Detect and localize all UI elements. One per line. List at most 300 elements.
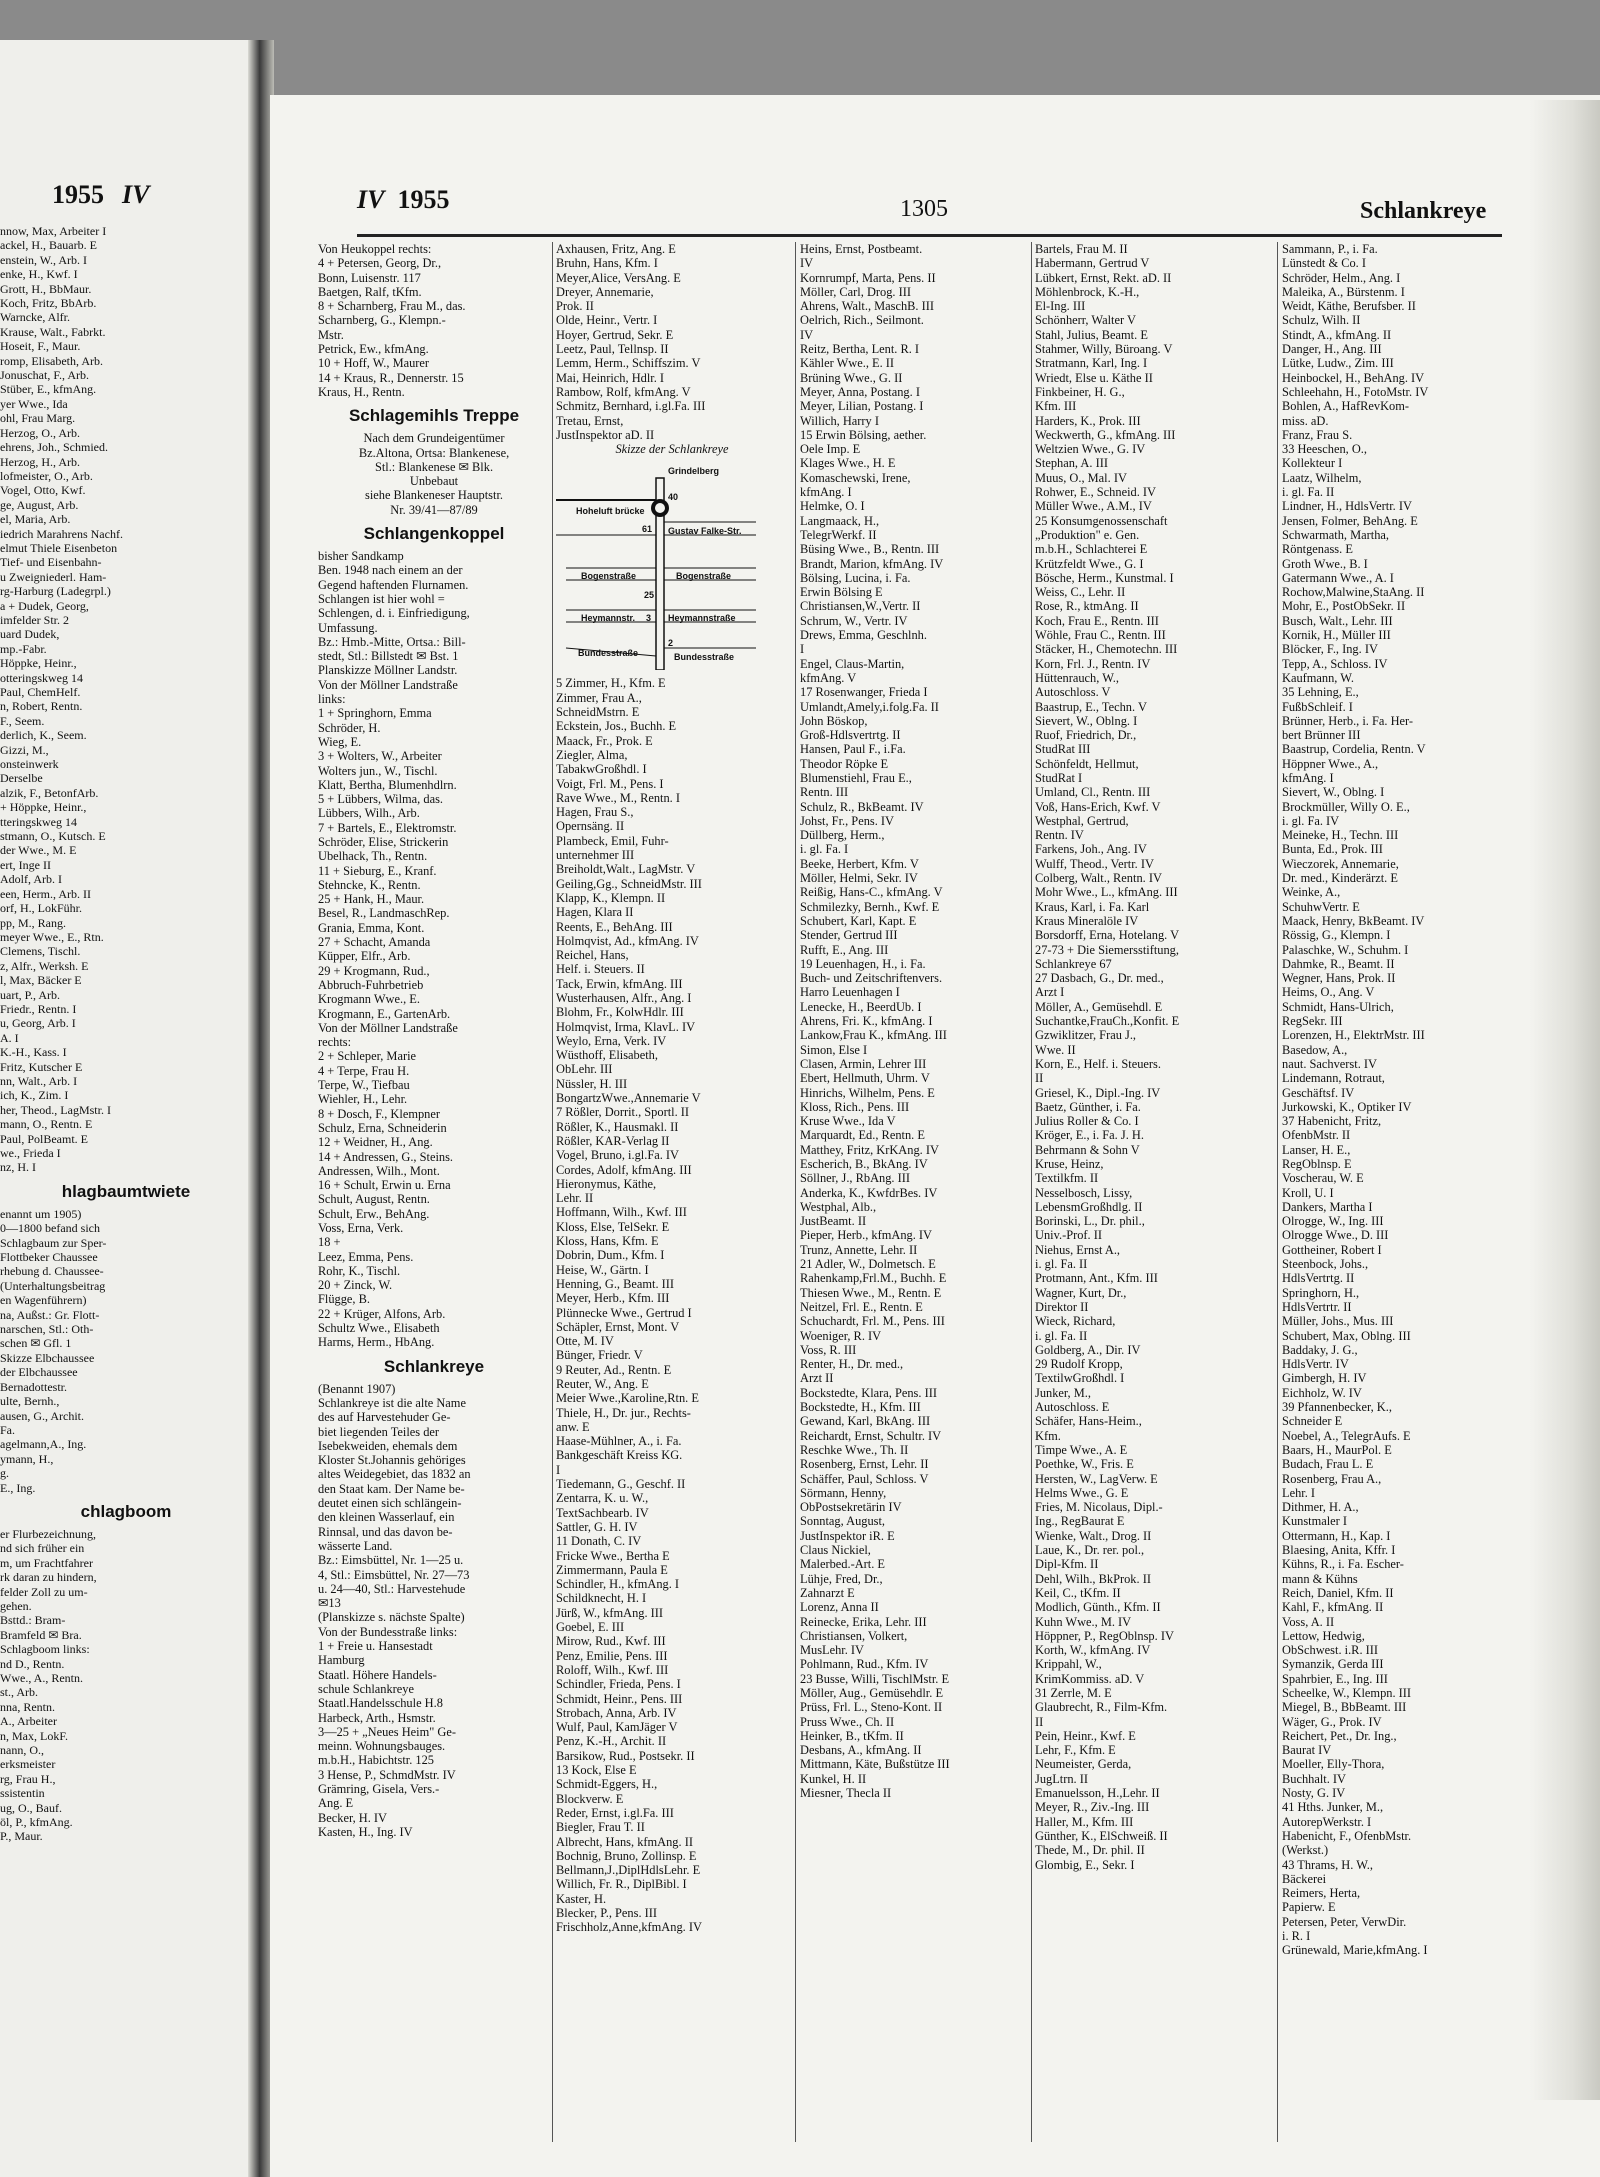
directory-entry: Voscherau, W. E	[1282, 1171, 1364, 1186]
directory-entry: Westphal, Alb.,	[800, 1199, 877, 1214]
directory-entry: Stahmer, Willy, Büroang. V	[1035, 342, 1173, 357]
left-page-header	[52, 180, 149, 210]
directory-entry: 5 + Lübbers, Wilma, das.	[318, 792, 443, 807]
directory-entry: Schlagboom links:	[0, 1642, 90, 1657]
directory-entry: Bruhn, Hans, Kfm. I	[556, 256, 658, 271]
directory-entry: Möller, A., Gemüsehdl. E	[1035, 999, 1163, 1014]
directory-entry: i. gl. Fa. II	[1035, 1328, 1088, 1343]
map-label: 2	[668, 638, 674, 649]
directory-entry: Umlandt,Amely,i.folg.Fa. II	[800, 699, 939, 714]
directory-entry: Von der Möllner Landstraße	[318, 1020, 458, 1035]
directory-entry: 0—1800 befand sich	[0, 1221, 100, 1236]
directory-entry: Lemm, Herm., Schiffszim. V	[556, 356, 701, 371]
directory-entry: Borsdorff, Erna, Hotelang. V	[1035, 928, 1180, 943]
street-section-title: Schlagemihls Treppe	[348, 406, 520, 426]
directory-entry: Harro Leuenhagen I	[800, 985, 900, 1000]
directory-entry: Fritz, Kutscher E	[0, 1059, 83, 1074]
directory-entry: Biegler, Frau T. II	[556, 1820, 645, 1835]
directory-entry: Klages Wwe., H. E	[800, 456, 896, 471]
directory-entry: Henning, G., Beamt. III	[556, 1276, 675, 1291]
directory-entry: SchuhwVertr. E	[1282, 899, 1360, 914]
directory-entry: Westphal, Gertrud,	[1035, 813, 1129, 828]
directory-entry: JustInspektor iR. E	[800, 1528, 895, 1543]
directory-entry: ge, August, Arb.	[0, 497, 79, 512]
directory-entry: des auf Harvestehuder Ge-	[318, 1410, 451, 1425]
directory-entry: Rentn. III	[800, 785, 849, 800]
directory-entry: i. gl. Fa. IV	[1282, 813, 1340, 828]
directory-entry: Lenecke, H., BeerdUb. I	[800, 999, 922, 1014]
directory-entry: Derselbe	[0, 771, 43, 786]
directory-entry: Schubert, Karl, Kapt. E	[800, 913, 917, 928]
directory-entry: Wienke, Walt., Drog. II	[1035, 1528, 1152, 1543]
directory-entry: Schmidt-Eggers, H.,	[556, 1777, 658, 1792]
directory-entry: 3—25 + „Neues Heim" Ge-	[318, 1724, 456, 1739]
directory-entry: Ebert, Hellmuth, Uhrm. V	[800, 1071, 930, 1086]
directory-entry: Escherich, B., BkAng. IV	[800, 1157, 928, 1171]
directory-entry: Kloss, Rich., Pens. III	[800, 1099, 910, 1114]
directory-entry: Brünner, Herb., i. Fa. Her-	[1282, 713, 1414, 728]
directory-entry: nann, O.,	[0, 1743, 44, 1758]
directory-entry: g.	[0, 1466, 9, 1481]
directory-entry: 10 + Hoff, W., Maurer	[318, 356, 430, 371]
directory-entry: Nüssler, H. III	[556, 1076, 628, 1091]
directory-entry: alzik, F., BetonfArb.	[0, 785, 99, 800]
directory-entry: Reichel, Hans,	[556, 948, 629, 963]
map-label: Bogenstraße	[676, 571, 732, 582]
directory-entry: 41 Hths. Junker, M.,	[1282, 1800, 1384, 1815]
directory-entry: Schröder, Elise, Strickerin	[318, 834, 449, 849]
directory-entry: Olrogge, W., Ing. III	[1282, 1214, 1384, 1229]
directory-entry: Geiling,Gg., SchneidMstr. III	[556, 876, 702, 891]
directory-entry: i. gl. Fa. I	[800, 842, 849, 857]
directory-entry: 8 + Dosch, F., Klempner	[318, 1106, 440, 1121]
directory-entry: Reents, E., BehAng. III	[556, 919, 673, 934]
directory-entry: Reder, Ernst, i.gl.Fa. III	[556, 1805, 674, 1820]
directory-entry: Kaufmann, W.	[1282, 670, 1354, 685]
directory-entry: Protmann, Ant., Kfm. III	[1035, 1271, 1158, 1286]
directory-entry: Tepp, A., Schloss. IV	[1282, 656, 1388, 671]
directory-entry: Reißig, Hans-C., kfmAng. V	[800, 885, 943, 900]
directory-entry: schule Schlankreye	[318, 1681, 414, 1696]
directory-entry: Reich, Daniel, Kfm. II	[1282, 1585, 1394, 1600]
directory-entry: Buchhalt. IV	[1282, 1771, 1347, 1786]
directory-entry: nd D., Rentn.	[0, 1656, 65, 1671]
directory-entry: 27 Dasbach, G., Dr. med.,	[1035, 971, 1164, 986]
page-edge-shadow	[1530, 100, 1600, 2100]
directory-entry: 39 Pfannenbecker, K.,	[1282, 1400, 1392, 1415]
directory-entry: Schildknecht, H. I	[556, 1591, 647, 1606]
left-page-column	[0, 224, 252, 1844]
directory-entry: deutet einen sich schlängein-	[318, 1496, 462, 1511]
directory-entry: Müller, Johs., Mus. III	[1282, 1314, 1394, 1329]
map-caption: Skizze der Schlankreye	[615, 442, 729, 457]
directory-entry: Grünewald, Marie,kfmAng. I	[1282, 1943, 1428, 1958]
directory-entry: HdlsVertr. IV	[1282, 1357, 1349, 1372]
directory-entry: u, Georg, Arb. I	[0, 1016, 76, 1031]
directory-entry: A., Arbeiter	[0, 1714, 57, 1729]
directory-entry: Kraus, Karl, i. Fa. Karl	[1035, 899, 1150, 914]
directory-entry: Ziegler, Alma,	[556, 747, 628, 762]
directory-entry: u. 24—40, Stl.: Harvestehude	[318, 1581, 466, 1596]
directory-entry: Kasten, H., Ing. IV	[318, 1824, 413, 1839]
directory-entry: Blecker, P., Pens. III	[556, 1905, 658, 1920]
directory-entry: uart, P., Arb.	[0, 987, 60, 1002]
directory-entry: Drews, Emma, Geschlnh.	[800, 628, 927, 643]
directory-entry: Stephan, A. III	[1035, 456, 1108, 471]
map-label: Hoheluft brücke	[576, 506, 645, 517]
directory-entry: Gatermann Wwe., A. I	[1282, 570, 1394, 585]
directory-entry: Gimbergh, H. IV	[1282, 1371, 1367, 1386]
map-label: 61	[642, 524, 653, 535]
directory-entry: enke, H., Kwf. I	[0, 267, 78, 282]
directory-entry: Johst, Fr., Pens. IV	[800, 813, 894, 828]
directory-entry: Stüber, E., kfmAng.	[0, 382, 97, 397]
directory-entry: Stindt, A., kfmAng. II	[1282, 327, 1392, 342]
directory-entry: Bramfeld ✉ Bra.	[0, 1627, 82, 1642]
directory-entry: otteringskweg 14	[0, 670, 83, 685]
directory-entry: Wiehler, H., Lehr.	[318, 1092, 408, 1107]
directory-entry: Lehr, F., Kfm. E	[1035, 1743, 1116, 1758]
directory-entry: Dehl, Wilh., BkProk. II	[1035, 1571, 1151, 1586]
directory-entry: Maack, Fr., Prok. E	[556, 733, 653, 748]
directory-entry: i. gl. Fa. II	[1035, 1257, 1088, 1272]
directory-entry: Schulz, Erna, Schneiderin	[318, 1120, 447, 1135]
directory-entry: Sattler, G. H. IV	[556, 1519, 638, 1534]
directory-entry: Wäger, G., Prok. IV	[1282, 1714, 1382, 1729]
directory-entry: Weltzien Wwe., G. IV	[1035, 442, 1146, 457]
directory-entry: Bsttd.: Bram-	[0, 1613, 66, 1628]
directory-entry: Hamburg	[318, 1653, 365, 1668]
directory-entry: Stl.: Blankenese ✉ Blk.	[374, 459, 494, 474]
directory-entry: Nosty, G. IV	[1282, 1786, 1346, 1801]
directory-entry: 4 + Terpe, Frau H.	[318, 1063, 410, 1078]
directory-entry: Fricke Wwe., Bertha E	[556, 1548, 670, 1563]
directory-entry: Koch, Fritz, BbArb.	[0, 296, 97, 311]
directory-entry: Reichardt, Ernst, Schultr. IV	[800, 1428, 942, 1443]
directory-entry: nnow, Max, Arbeiter I	[0, 224, 107, 238]
directory-entry: Kraus, H., Rentn.	[318, 384, 405, 399]
directory-entry: Hersten, W., LagVerw. E	[1035, 1471, 1158, 1486]
directory-entry: TextSachbearb. IV	[556, 1505, 649, 1520]
directory-entry: Flottbeker Chaussee	[0, 1250, 98, 1265]
directory-entry: Planskizze Möllner Landstr.	[318, 663, 458, 678]
directory-entry: öl, P., kfmAng.	[0, 1815, 73, 1830]
street-sketch-map	[556, 460, 766, 670]
directory-entry: Baars, H., MaurPol. E	[1282, 1442, 1392, 1457]
directory-entry: Farkens, Joh., Ang. IV	[1035, 842, 1147, 857]
directory-entry: imfelder Str. 2	[0, 612, 69, 627]
directory-entry: Bartels, Frau M. II	[1035, 242, 1128, 256]
page-number: 1305	[900, 196, 948, 222]
map-label: Bundesstraße	[674, 652, 735, 663]
directory-entry: Schneider E	[1282, 1414, 1343, 1429]
directory-entry: Mohr Wwe., L., kfmAng. III	[1035, 885, 1178, 900]
directory-entry: Tiedemann, G., Geschf. II	[556, 1477, 686, 1492]
directory-entry: Reuter, W., Ang. E	[556, 1377, 649, 1391]
directory-entry: Von der Bundesstraße links:	[318, 1624, 458, 1639]
directory-entry: Wusterhausen, Alfr., Ang. I	[556, 990, 692, 1005]
directory-entry: Düllberg, Herm.,	[800, 828, 885, 843]
directory-entry: Heinbockel, H., BehAng. IV	[1282, 370, 1425, 385]
directory-entry: Danger, H., Ang. III	[1282, 342, 1382, 357]
directory-entry: Rosenberg, Ernst, Lehr. II	[800, 1457, 929, 1472]
directory-entry: 43 Thrams, H. W.,	[1282, 1857, 1373, 1872]
directory-entry: stmann, O., Kutsch. E	[0, 829, 106, 844]
directory-entry: Otte, M. IV	[556, 1334, 614, 1349]
directory-entry: Penz, K.-H., Archit. II	[556, 1734, 667, 1749]
header-rule	[357, 234, 1502, 237]
directory-entry: Budach, Frau L. E	[1282, 1457, 1374, 1472]
directory-entry: Julius Roller & Co. I	[1035, 1114, 1139, 1129]
directory-entry: Krause, Walt., Fabrkt.	[0, 324, 106, 339]
directory-entry: JugLtrn. II	[1035, 1771, 1088, 1786]
directory-entry: 35 Lehning, E.,	[1282, 685, 1359, 700]
directory-entry: Kloss, Hans, Kfm. E	[556, 1234, 659, 1249]
directory-entry: nd sich früher ein	[0, 1541, 85, 1556]
directory-entry: Schubert, Max, Oblng. III	[1282, 1328, 1411, 1343]
directory-entry: Schmidt, Hans-Ulrich,	[1282, 999, 1394, 1014]
directory-entry: Behrmann & Sohn V	[1035, 1142, 1140, 1157]
directory-entry: 20 + Zinck, W.	[318, 1278, 393, 1293]
directory-entry: (Unterhaltungsbeitrag	[0, 1278, 106, 1293]
directory-entry: Vogel, Bruno, i.gl.Fa. IV	[556, 1148, 679, 1163]
directory-entry: II	[1035, 1714, 1044, 1729]
directory-entry: Kloss, Else, TelSekr. E	[556, 1219, 670, 1234]
directory-entry: een, Herm., Arb. II	[0, 886, 91, 901]
directory-entry: Schmilezky, Bernh., Kwf. E	[800, 899, 940, 914]
directory-entry: Blöcker, F., Ing. IV	[1282, 642, 1378, 657]
directory-entry: Scharnberg, G., Klempn.-	[318, 313, 446, 328]
directory-entry: Olrogge Wwe., D. III	[1282, 1228, 1389, 1243]
column-divider	[795, 242, 796, 2142]
directory-entry: enstein, W., Arb. I	[0, 252, 87, 267]
directory-entry: Höppke, Heinr.,	[0, 656, 77, 671]
directory-entry: Lorenz, Anna II	[800, 1600, 879, 1615]
directory-entry: II	[1035, 1071, 1044, 1086]
directory-entry: Stäcker, H., Chemotechn. III	[1035, 642, 1178, 657]
directory-column-2	[556, 242, 788, 1935]
directory-entry: Schröder, Helm., Ang. I	[1282, 270, 1401, 285]
directory-entry: Schindler, H., kfmAng. I	[556, 1577, 680, 1592]
header-roman: IV	[357, 185, 385, 214]
directory-entry: Lindemann, Rotraut,	[1282, 1071, 1385, 1086]
directory-entry: Autoschloss. E	[1035, 1400, 1110, 1415]
directory-entry: Junker, M.,	[1035, 1385, 1091, 1400]
directory-entry: Schlankreye 67	[1035, 956, 1112, 971]
directory-entry: Zimmer, Frau A.,	[556, 690, 642, 705]
directory-entry: Nach dem Grundeigentümer	[363, 431, 505, 446]
directory-entry: Weylo, Erna, Verk. IV	[556, 1033, 667, 1048]
directory-entry: Pruss Wwe., Ch. II	[800, 1714, 895, 1729]
directory-entry: m.b.H., Habichtstr. 125	[318, 1753, 434, 1768]
directory-entry: Baastrup, E., Techn. V	[1035, 699, 1147, 714]
directory-entry: romp, Elisabeth, Arb.	[0, 353, 103, 368]
map-label: 40	[668, 492, 679, 503]
directory-entry: Hoffmann, Wilh., Kwf. III	[556, 1205, 687, 1220]
directory-entry: Direktor II	[1035, 1299, 1089, 1314]
directory-entry: 5 Zimmer, H., Kfm. E	[556, 676, 666, 691]
directory-entry: Bockstedte, H., Kfm. III	[800, 1400, 921, 1415]
directory-entry: Kloster St.Johannis gehöriges	[318, 1453, 466, 1468]
directory-entry: John Böskop,	[800, 713, 868, 728]
directory-entry: bisher Sandkamp	[318, 549, 404, 564]
left-page-roman: IV	[122, 180, 150, 209]
directory-entry: Adolf, Arb. I	[0, 872, 62, 887]
directory-entry: Habenicht, F., OfenbMstr.	[1282, 1828, 1412, 1843]
directory-entry: Wulf, Paul, KamJäger V	[556, 1720, 678, 1735]
directory-entry: Ahrens, Walt., MaschB. III	[800, 299, 935, 314]
directory-entry: Blumenstiehl, Frau E.,	[800, 770, 912, 785]
directory-entry: Dreyer, Annemarie,	[556, 284, 654, 299]
directory-entry: Blaesing, Anita, Kffr. I	[1282, 1543, 1396, 1558]
directory-entry: m, um Frachtfahrer	[0, 1555, 93, 1570]
directory-entry: Schlengen, d. i. Einfriedigung,	[318, 606, 470, 621]
directory-entry: Axhausen, Fritz, Ang. E	[556, 242, 676, 256]
left-page	[0, 40, 262, 2177]
directory-entry: Opernsäng. II	[556, 819, 625, 834]
directory-entry: Bösche, Herm., Kunstmal. I	[1035, 570, 1174, 585]
directory-entry: Jensen, Folmer, BehAng. E	[1282, 513, 1418, 528]
directory-entry: Thiesen Wwe., M., Rentn. E	[800, 1285, 942, 1300]
directory-entry: Friedr., Rentn. I	[0, 1001, 77, 1016]
directory-entry: Groß-Hdlsvertrtg. II	[800, 728, 901, 743]
directory-entry: JustInspektor aD. II	[556, 427, 655, 442]
directory-entry: rg-Harburg (Ladegrpl.)	[0, 584, 111, 599]
directory-entry: TelegrWerkf. II	[800, 527, 877, 542]
directory-entry: Renter, H., Dr. med.,	[800, 1357, 904, 1372]
directory-entry: Desbans, A., kfmAng. II	[800, 1743, 922, 1758]
directory-column-3	[800, 242, 1030, 1800]
map-label: Bogenstraße	[581, 571, 637, 582]
directory-entry: Krützfeldt Wwe., G. I	[1035, 556, 1144, 571]
directory-entry: Schult, August, Rentn.	[318, 1192, 430, 1207]
directory-entry: Haase-Mühlner, A., i. Fa.	[556, 1434, 682, 1449]
directory-entry: Mohr, E., PostObSekr. II	[1282, 599, 1406, 614]
directory-entry: Prok. II	[556, 299, 594, 314]
directory-entry: Ubelhack, Th., Rentn.	[318, 849, 428, 864]
directory-entry: Flügge, B.	[318, 1292, 370, 1307]
directory-entry: der Elbchaussee	[0, 1365, 78, 1380]
directory-entry: Stratmann, Karl, Ing. I	[1035, 356, 1148, 371]
directory-entry: Bäckerei	[1282, 1871, 1327, 1886]
directory-entry: Schulz, R., BkBeamt. IV	[800, 799, 924, 814]
directory-entry: miss. aD.	[1282, 413, 1329, 428]
directory-entry: Leetz, Paul, Tellnsp. II	[556, 342, 669, 357]
directory-entry: Kfm. III	[1035, 399, 1077, 414]
street-header: Schlankreye	[1360, 198, 1487, 224]
directory-entry: KrimKommiss. aD. V	[1035, 1671, 1145, 1686]
directory-entry: we., Frieda I	[0, 1146, 61, 1160]
directory-entry: Bünger, Friedr. V	[556, 1348, 643, 1363]
directory-entry: Krogmann, E., GartenArb.	[318, 1006, 451, 1021]
directory-entry: unternehmer III	[556, 848, 635, 863]
directory-entry: Wieck, Richard,	[1035, 1314, 1116, 1329]
directory-entry: Bz.Altona, Ortsa: Blankenese,	[358, 445, 510, 460]
directory-entry: Meier Wwe.,Karoline,Rtn. E	[556, 1391, 699, 1406]
directory-entry: Warncke, Alfr.	[0, 310, 71, 325]
map-label: Grindelberg	[668, 466, 720, 477]
directory-entry: na, Außst.: Gr. Flott-	[0, 1307, 100, 1322]
directory-entry: Jurkowski, K., Optiker IV	[1282, 1099, 1412, 1114]
directory-entry: Dipl-Kfm. II	[1035, 1557, 1099, 1572]
directory-entry: Jürß, W., kfmAng. III	[556, 1605, 664, 1620]
directory-entry: Gizzi, M.,	[0, 742, 49, 757]
directory-entry: Pein, Heinr., Kwf. E	[1035, 1728, 1136, 1743]
directory-entry: Franz, Frau S.	[1282, 427, 1353, 442]
directory-entry: Heinker, B., tKfm. II	[800, 1728, 904, 1743]
directory-entry: Schönherr, Walter V	[1035, 313, 1136, 328]
directory-entry: Baetz, Günther, i. Fa.	[1035, 1099, 1141, 1114]
directory-entry: Bellmann,J.,DiplHdlsLehr. E	[556, 1863, 701, 1878]
directory-entry: Schleehahn, H., FotoMstr. IV	[1282, 384, 1429, 399]
directory-entry: ObPostsekretärin IV	[800, 1500, 902, 1515]
directory-entry: I	[800, 642, 805, 657]
directory-entry: 25 + Hank, H., Maur.	[318, 892, 425, 907]
directory-entry: Isebekweiden, ehemals dem	[318, 1438, 458, 1453]
directory-entry: iedrich Marahrens Nachf.	[0, 526, 123, 541]
street-section-title: hlagbaumtwiete	[61, 1181, 191, 1201]
directory-entry: Stahl, Julius, Beamt. E	[1035, 327, 1148, 342]
directory-entry: Glaubrecht, R., Film-Kfm.	[1035, 1700, 1168, 1715]
directory-entry: Anderka, K., KwfdrBes. IV	[800, 1185, 938, 1200]
directory-entry: ohl, Frau Marg.	[0, 411, 76, 426]
directory-entry: derlich, K., Seem.	[0, 728, 87, 743]
directory-entry: tteringskweg 14	[0, 814, 77, 829]
directory-entry: Bz.: Eimsbüttel, Nr. 1—25 u.	[318, 1553, 464, 1568]
directory-entry: Tretau, Ernst,	[556, 413, 624, 428]
directory-entry: Büsing Wwe., B., Rentn. III	[800, 542, 940, 557]
directory-entry: ausen, G., Archit.	[0, 1408, 84, 1423]
directory-entry: Lübkert, Ernst, Rekt. aD. II	[1035, 270, 1172, 285]
directory-entry: 14 + Kraus, R., Dennerstr. 15	[318, 370, 464, 385]
directory-entry: Reitz, Bertha, Lent. R. I	[800, 342, 920, 357]
directory-entry: Olde, Heinr., Vertr. I	[556, 313, 658, 328]
directory-entry: Meyer, Anna, Postang. I	[800, 384, 920, 399]
directory-entry: Umland, Cl., Rentn. III	[1035, 785, 1151, 800]
directory-entry: Becker, H. IV	[318, 1810, 388, 1825]
directory-entry: Schäfer, Hans-Heim.,	[1035, 1414, 1142, 1429]
directory-entry: Gottheiner, Robert I	[1282, 1242, 1382, 1257]
directory-entry: 8 + Scharnberg, Frau M., das.	[318, 299, 466, 314]
map-label: 3	[646, 613, 652, 624]
directory-entry: Kfm.	[1035, 1428, 1061, 1443]
directory-entry: Leez, Emma, Pens.	[318, 1249, 414, 1264]
directory-entry: mp.-Fabr.	[0, 641, 47, 656]
directory-entry: Mstr.	[318, 327, 344, 342]
directory-entry: Rufft, E., Ang. III	[800, 942, 889, 957]
directory-entry: Unbebaut	[409, 474, 459, 489]
directory-entry: 22 + Krüger, Alfons, Arb.	[318, 1306, 446, 1321]
directory-entry: der Wwe., M. E	[0, 843, 77, 858]
directory-entry: Voigt, Frl. M., Pens. I	[556, 776, 664, 791]
directory-entry: Scheelke, W., Klempn. III	[1282, 1685, 1412, 1700]
directory-entry: Heise, W., Gärtn. I	[556, 1262, 649, 1277]
directory-entry: 1 + Springhorn, Emma	[318, 706, 432, 721]
directory-entry: Hieronymus, Käthe,	[556, 1176, 657, 1191]
directory-entry: Weinke, A.,	[1282, 885, 1341, 900]
directory-entry: ackel, H., Bauarb. E	[0, 238, 97, 253]
directory-entry: Paul, ChemHelf.	[0, 685, 81, 699]
directory-entry: I	[556, 1462, 561, 1477]
directory-entry: Koch, Frau E., Rentn. III	[1035, 613, 1159, 628]
directory-entry: Breiholdt,Walt., LagMstr. V	[556, 862, 696, 877]
directory-entry: uard Dudek,	[0, 627, 60, 642]
directory-entry: Reimers, Herta,	[1282, 1886, 1361, 1901]
directory-entry: A. I	[0, 1030, 19, 1045]
directory-entry: Sievert, W., Oblng. I	[1035, 713, 1138, 728]
directory-entry: Hansen, Paul F., i.Fa.	[800, 742, 906, 757]
directory-entry: Symanzik, Gerda III	[1282, 1657, 1384, 1672]
